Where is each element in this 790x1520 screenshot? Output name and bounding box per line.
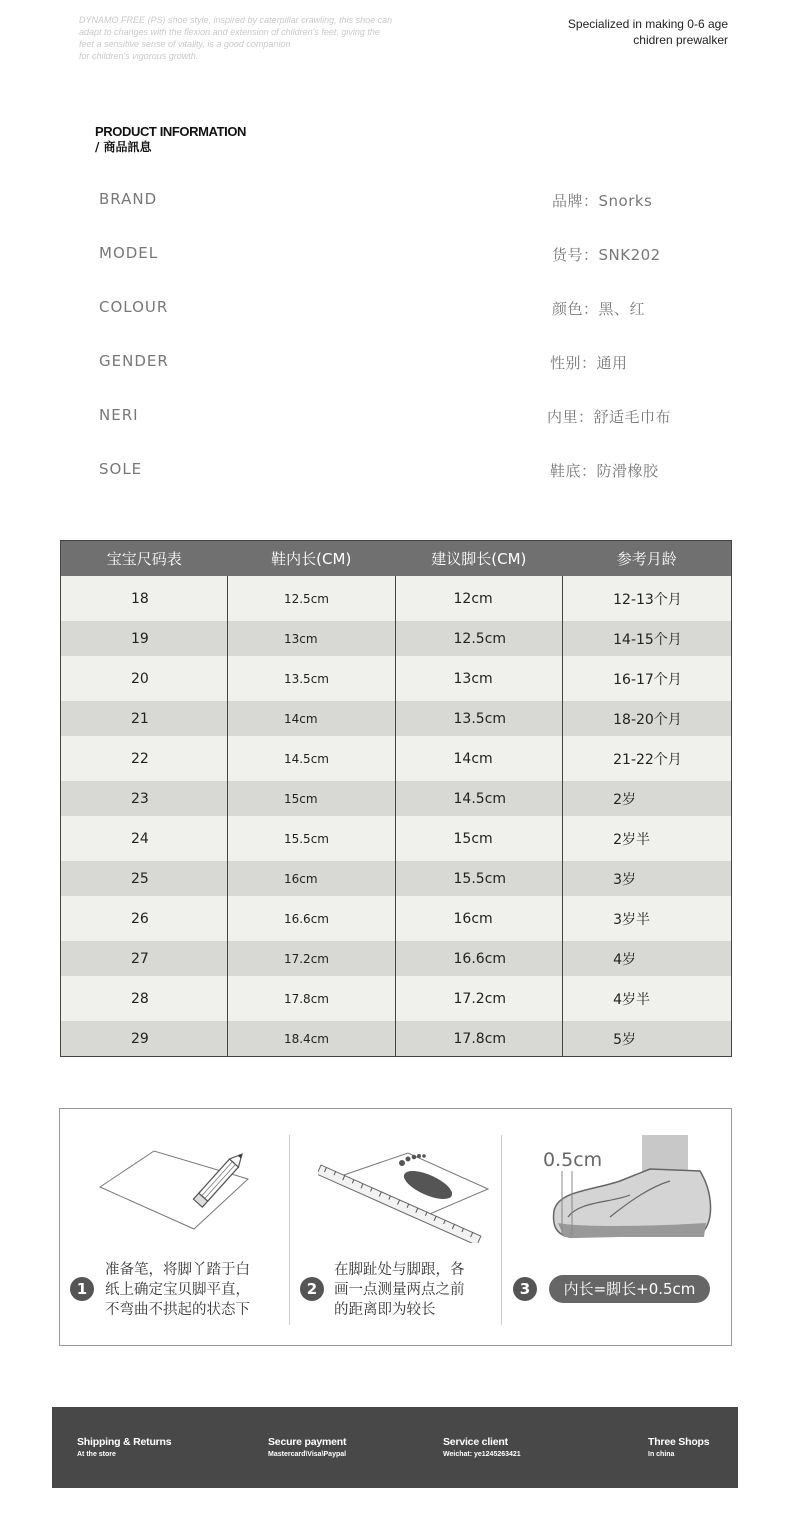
cell-foot-length: 17.2cm xyxy=(395,976,563,1021)
tagline xyxy=(568,16,728,48)
footer-payment[interactable] xyxy=(268,1436,346,1458)
info-row-brand xyxy=(99,190,699,210)
table-row xyxy=(61,621,732,656)
info-value: 货号：SNK202 xyxy=(552,246,661,264)
intro-line: DYNAMO FREE (PS) shoe style, inspired by caterpillar crawling, this shoe can xyxy=(79,15,393,25)
cell-inner-length: 17.8cm xyxy=(227,976,395,1021)
cell-foot-length: 14cm xyxy=(395,736,563,781)
footer-item-title: Secure payment xyxy=(268,1436,347,1448)
footer-item-title: Service client xyxy=(443,1436,508,1448)
step-2-line: 在脚趾处与脚跟，各 xyxy=(334,1262,465,1278)
cell-age: 18-20个月 xyxy=(563,701,732,736)
footer-service[interactable] xyxy=(443,1436,521,1458)
header-baby-size: 宝宝尺码表 xyxy=(61,541,228,577)
step-2-line: 画一点测量两点之前 xyxy=(334,1282,465,1298)
step-1-line: 不弯曲不拱起的状态下 xyxy=(105,1302,250,1318)
foot-ruler-icon xyxy=(318,1147,498,1243)
step-1-text xyxy=(105,1260,285,1320)
info-row-neri xyxy=(99,406,699,426)
cell-foot-length: 13cm xyxy=(395,656,563,701)
cell-age: 5岁 xyxy=(563,1021,732,1057)
info-row-colour xyxy=(99,298,699,318)
cell-inner-length: 17.2cm xyxy=(227,941,395,976)
table-row xyxy=(61,861,732,896)
cell-foot-length: 15cm xyxy=(395,816,563,861)
info-value: 品牌：Snorks xyxy=(552,192,653,210)
cell-size: 18 xyxy=(61,576,228,621)
step-2-number: 2 xyxy=(300,1277,324,1301)
cell-inner-length: 14cm xyxy=(227,701,395,736)
step-3-number: 3 xyxy=(513,1277,537,1301)
step-1-line: 准备笔，将脚丫踏于白 xyxy=(105,1262,250,1278)
product-info-subtitle: / 商品訊息 xyxy=(95,140,152,154)
footer-item-title: Shipping & Returns xyxy=(77,1436,172,1448)
table-row xyxy=(61,736,732,781)
tagline-line: chidren prewalker xyxy=(633,33,728,47)
cell-age: 2岁半 xyxy=(563,816,732,861)
tagline-line: Specialized in making 0-6 age xyxy=(567,17,728,31)
table-row xyxy=(61,576,732,621)
table-row xyxy=(61,896,732,941)
measure-guide xyxy=(59,1108,732,1346)
intro-text xyxy=(79,14,419,62)
intro-line: for children's vigorous growth. xyxy=(79,51,199,61)
cell-age: 4岁半 xyxy=(563,976,732,1021)
cell-inner-length: 15.5cm xyxy=(227,816,395,861)
cell-inner-length: 16.6cm xyxy=(227,896,395,941)
cell-foot-length: 16.6cm xyxy=(395,941,563,976)
cell-inner-length: 12.5cm xyxy=(227,576,395,621)
cell-size: 26 xyxy=(61,896,228,941)
info-label: SOLE xyxy=(99,460,143,478)
cell-inner-length: 14.5cm xyxy=(227,736,395,781)
info-value: 鞋底：防滑橡胶 xyxy=(550,462,659,480)
footer-item-sub: Mastercard\Visa\Paypal xyxy=(268,1451,347,1458)
shoe-foot-icon xyxy=(550,1131,720,1251)
cell-age: 3岁 xyxy=(563,861,732,896)
info-label: MODEL xyxy=(99,244,159,262)
info-label: NERI xyxy=(99,406,139,424)
header-foot-length: 建议脚长(CM) xyxy=(395,541,563,577)
info-label: GENDER xyxy=(99,352,169,370)
info-row-gender xyxy=(99,352,699,372)
step-1-line: 纸上确定宝贝脚平直， xyxy=(105,1282,250,1298)
cell-size: 25 xyxy=(61,861,228,896)
cell-age: 3岁半 xyxy=(563,896,732,941)
cell-size: 23 xyxy=(61,781,228,816)
info-value: 颜色：黑、红 xyxy=(552,300,646,318)
cell-age: 16-17个月 xyxy=(563,656,732,701)
header-inner-length: 鞋内长(CM) xyxy=(227,541,395,577)
header-age: 参考月龄 xyxy=(563,541,732,577)
cell-inner-length: 16cm xyxy=(227,861,395,896)
cell-inner-length: 18.4cm xyxy=(227,1021,395,1057)
offset-label: 0.5cm xyxy=(543,1149,603,1171)
cell-age: 2岁 xyxy=(563,781,732,816)
cell-inner-length: 13cm xyxy=(227,621,395,656)
cell-size: 29 xyxy=(61,1021,228,1057)
table-row xyxy=(61,976,732,1021)
cell-foot-length: 14.5cm xyxy=(395,781,563,816)
cell-foot-length: 13.5cm xyxy=(395,701,563,736)
cell-size: 28 xyxy=(61,976,228,1021)
step-3-formula: 内长=脚长+0.5cm xyxy=(549,1275,710,1303)
info-label: COLOUR xyxy=(99,298,169,316)
cell-size: 22 xyxy=(61,736,228,781)
footer-item-sub: In china xyxy=(648,1451,675,1458)
intro-line: feet a sensitive sense of vitality, is a good companion xyxy=(79,39,291,49)
footer-shipping[interactable] xyxy=(77,1436,171,1458)
table-row xyxy=(61,781,732,816)
info-value: 内里：舒适毛巾布 xyxy=(547,408,672,426)
step-2-text xyxy=(334,1260,514,1320)
info-label: BRAND xyxy=(99,190,158,208)
cell-inner-length: 13.5cm xyxy=(227,656,395,701)
step-divider xyxy=(289,1135,290,1325)
cell-age: 12-13个月 xyxy=(563,576,732,621)
table-row xyxy=(61,941,732,976)
cell-age: 4岁 xyxy=(563,941,732,976)
footer-item-title: Three Shops xyxy=(648,1436,710,1448)
table-row xyxy=(61,1021,732,1057)
table-row xyxy=(61,816,732,861)
cell-size: 27 xyxy=(61,941,228,976)
info-row-model xyxy=(99,244,699,264)
intro-line: adapt to changes with the flexion and extension of children's feet, giving the xyxy=(79,27,380,37)
step-1-number: 1 xyxy=(70,1277,94,1301)
cell-foot-length: 12.5cm xyxy=(395,621,563,656)
cell-size: 21 xyxy=(61,701,228,736)
cell-age: 14-15个月 xyxy=(563,621,732,656)
table-row xyxy=(61,656,732,701)
info-value: 性别：通用 xyxy=(550,354,628,372)
cell-foot-length: 12cm xyxy=(395,576,563,621)
table-header-row xyxy=(61,541,732,577)
cell-age: 21-22个月 xyxy=(563,736,732,781)
step-2-line: 的距离即为较长 xyxy=(334,1302,436,1318)
product-info-title: PRODUCT INFORMATION xyxy=(95,124,247,139)
table-row xyxy=(61,701,732,736)
cell-foot-length: 16cm xyxy=(395,896,563,941)
footer-bar xyxy=(52,1407,738,1488)
footer-item-sub: Weichat: ye1245263421 xyxy=(443,1451,521,1458)
cell-size: 19 xyxy=(61,621,228,656)
cell-inner-length: 15cm xyxy=(227,781,395,816)
cell-foot-length: 15.5cm xyxy=(395,861,563,896)
info-row-sole xyxy=(99,460,699,480)
footer-shops[interactable] xyxy=(648,1436,709,1458)
cell-foot-length: 17.8cm xyxy=(395,1021,563,1057)
size-chart-table xyxy=(60,540,732,1057)
paper-pencil-icon xyxy=(96,1149,256,1234)
cell-size: 24 xyxy=(61,816,228,861)
footer-item-sub: At the store xyxy=(77,1451,116,1458)
cell-size: 20 xyxy=(61,656,228,701)
